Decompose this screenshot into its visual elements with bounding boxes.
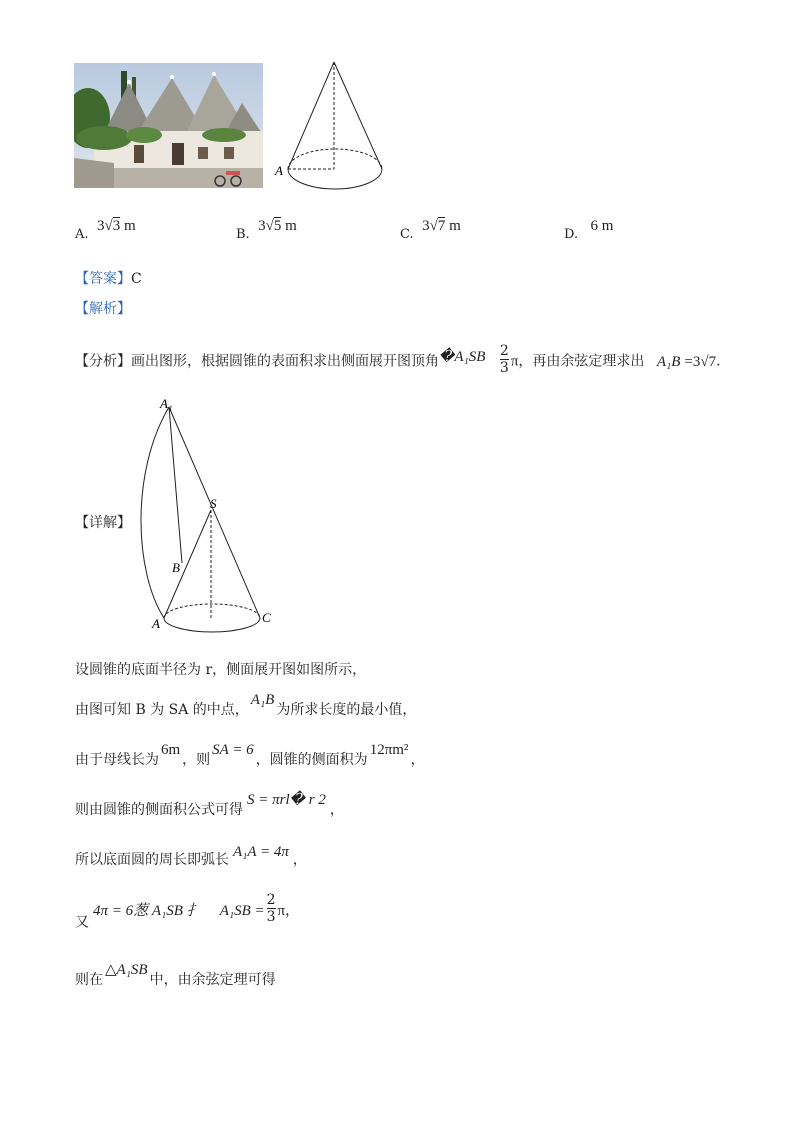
line-a1-c (169, 407, 260, 618)
cone-base-front (288, 169, 382, 189)
solution-line-4: 则由圆锥的侧面积公式可得S = πrl� r 2， (75, 792, 344, 818)
option-a-value: 3√3 m (96, 218, 136, 234)
detail-tag: 【详解】 (75, 515, 131, 531)
fenxi-fraction: $\frac{2}{3}$ (499, 343, 509, 376)
label-s: S (210, 496, 217, 511)
cone-base-back (288, 149, 382, 169)
option-c[interactable]: C. 3√7 m (400, 218, 461, 242)
cone-right-edge (334, 62, 382, 169)
option-d[interactable]: D. 6 m (564, 218, 614, 242)
cone-left-edge (288, 62, 334, 169)
cone-point-a: A (275, 163, 283, 178)
unfolded-cone-drawing (140, 393, 280, 633)
solution-line-3: 由于母线长为6m，则SA = 6，圆锥的侧面积为12πm²， (75, 742, 425, 768)
solution-line-2: 由图可知 B 为 SA 的中点，A₁B为所求长度的最小值， (75, 692, 417, 718)
label-a: A (152, 616, 160, 631)
option-d-value: 6 m (590, 218, 614, 234)
analysis-line: 【分析】画出图形，根据圆锥的表面积求出侧面展开图顶角�A₁SB $\frac{2}{3}$ π，再由余弦定理求出 A₁B =3√7. (75, 343, 721, 376)
solution-line-7: 则在△A₁SB中，由余弦定理可得 (75, 962, 276, 988)
unfolded-cone-figure (140, 393, 280, 633)
solution-line-1: 设圆锥的底面半径为 r，侧面展开图如图所示， (75, 662, 367, 678)
analysis-tag: 【解析】 (75, 301, 131, 317)
fenxi-tag: 【分析】 (75, 353, 131, 370)
cone-drawing (272, 55, 392, 195)
cone-figure (272, 55, 392, 195)
trulli-photo-drawing (74, 63, 263, 188)
option-a[interactable]: A. 3√3 m (75, 218, 136, 242)
answer-tag: 【答案】 (75, 271, 131, 287)
option-b-value: 3√5 m (258, 218, 297, 234)
answer-value: C (131, 271, 142, 287)
solution-line-6: 又4π = 6葱 A₁SB 扌 A₁SB = $\frac{2}{3}$ π， (75, 892, 300, 931)
arc-a1-a (141, 407, 169, 618)
solution-line-5: 所以底面圆的周长即弧长 A₁A = 4π ， (75, 844, 307, 868)
line-a1-b (169, 407, 182, 563)
trulli-photo (74, 63, 263, 188)
answer-line (75, 269, 142, 289)
option-c-value: 3√7 m (422, 218, 461, 234)
label-a1: A₁ (160, 396, 173, 411)
base-back (164, 604, 260, 618)
base-front (164, 618, 260, 632)
option-b[interactable]: B. 3√5 m (236, 218, 297, 242)
label-b: B (172, 560, 180, 575)
label-c: C (262, 610, 271, 625)
